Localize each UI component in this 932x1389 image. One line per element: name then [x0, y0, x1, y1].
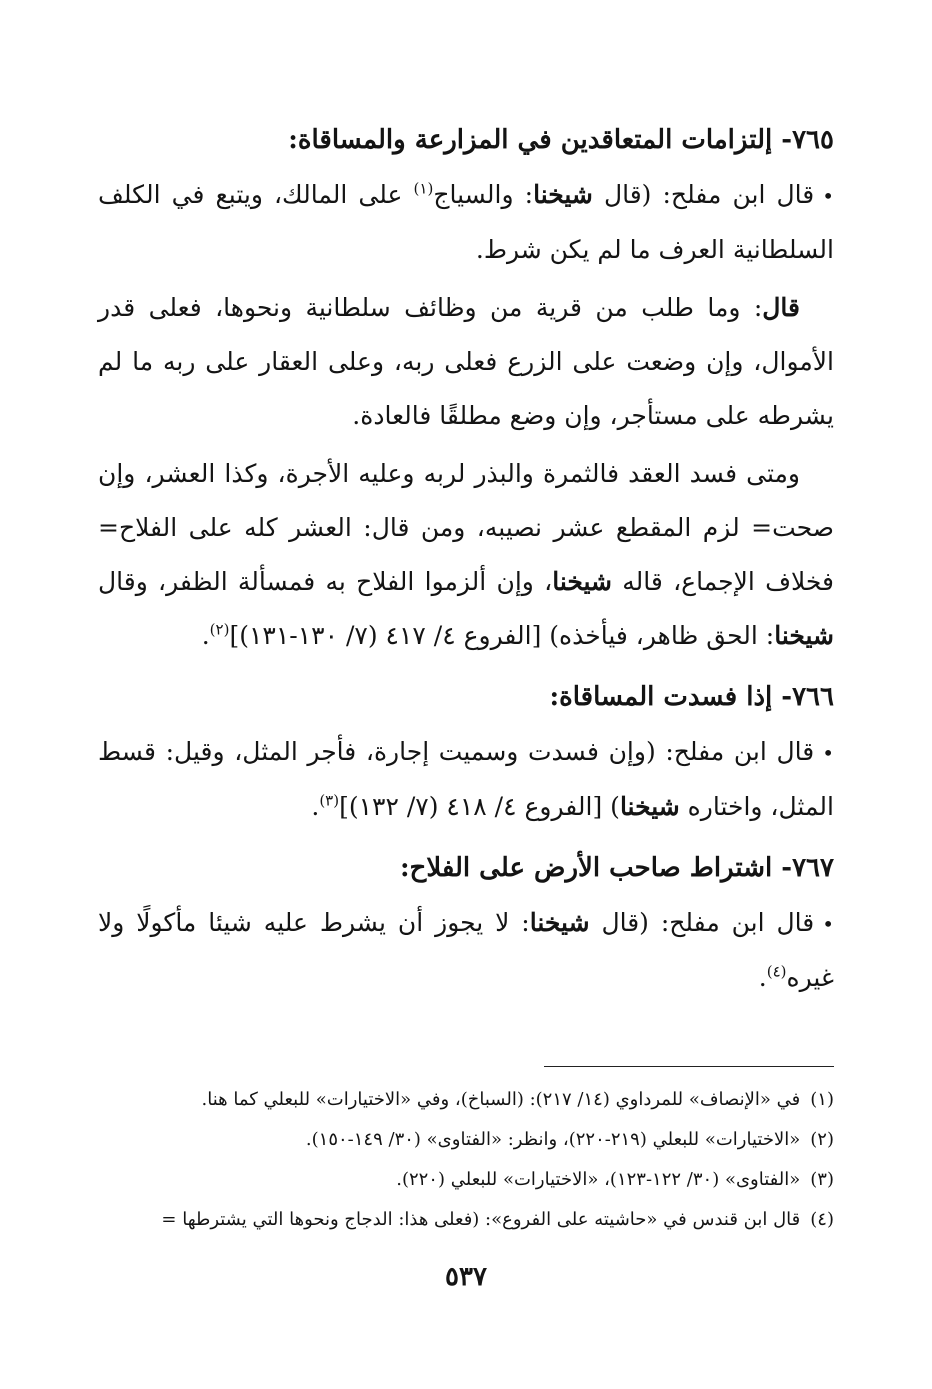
paragraph-765-3: ومتى فسد العقد فالثمرة والبذر لربه وعليه الأجرة، وكذا العشر، وإن صحت= لزم المقطع عشر نصيبه، ومن قال: العشر كله على الفلاح= فخلاف الإجماع، قاله شيخنا، وإن ألزموا الفلاح به فمسألة الظفر، وقال شيخنا: الحق ظاهر، فيأخذه) [الفروع ٤/ ٤١٧ (٧/ ١٣٠-١٣١)]$^{(٢)}$. — [98, 459, 834, 650]
bold-term: قال — [762, 293, 800, 322]
footnote-ref-4[interactable]: (٤) — [766, 962, 787, 981]
footnote-2: (٢)«الاختيارات» للبعلي (٢١٩-٢٢٠)، وانظر: «الفتاوى» (٣٠/ ١٤٩-١٥٠). — [305, 1129, 834, 1150]
bold-term: شيخنا — [619, 792, 680, 821]
paragraph-767-1: •قال ابن مفلح: (قال شيخنا: لا يجوز أن يشرط عليه شيئا مأكولًا ولا غيره$^{(٤)}$. — [98, 908, 834, 992]
bullet-icon: • — [822, 184, 835, 208]
section-heading-766: ٧٦٦- إذا فسدت المساقاة: — [549, 682, 834, 712]
footnote-divider — [544, 1066, 834, 1067]
bold-term: شيخنا — [774, 621, 834, 650]
footnote-ref-1[interactable]: (١) — [413, 179, 434, 198]
section-heading-765: ٧٦٥- إلتزامات المتعاقدين في المزارعة والمساقاة: — [288, 125, 834, 155]
footnote-4: (٤)قال ابن قندس في «حاشيته على الفروع»: (فعلى هذا: الدجاج ونحوها التي يشترطها = — [161, 1209, 834, 1230]
bold-term: شيخنا — [552, 567, 612, 596]
page-number: ٥٣٧ — [445, 1262, 487, 1292]
bold-term: شيخنا — [533, 180, 593, 209]
section-heading-767: ٧٦٧- اشتراط صاحب الأرض على الفلاح: — [399, 853, 834, 883]
footnote-3: (٣)«الفتاوى» (٣٠/ ١٢٢-١٢٣)، «الاختيارات» للبعلي (٢٢٠). — [396, 1169, 834, 1190]
bold-term: شيخنا — [529, 908, 590, 937]
bullet-icon: • — [822, 741, 834, 765]
bullet-icon: • — [822, 912, 834, 936]
paragraph-765-1: •قال ابن مفلح: (قال شيخنا: والسياج$^{(١)}$ على المالك، ويتبع في الكلف السلطانية العرف ما لم يكن شرط. — [98, 179, 835, 264]
footnotes — [96, 1080, 834, 1240]
footnote-ref-3[interactable]: (٣) — [319, 791, 340, 810]
paragraph-766-1: •قال ابن مفلح: (وإن فسدت وسميت إجارة، فأجر المثل، وقيل: قسط المثل، واختاره شيخنا) [الفروع ٤/ ٤١٨ (٧/ ١٣٢)]$^{(٣)}$. — [98, 737, 834, 821]
paragraph-765-2: قال: وما طلب من قرية من وظائف سلطانية ونحوها، فعلى قدر الأموال، وإن وضعت على الزرع فعلى ربه، وعلى العقار على ربه ما لم يشرطه على مستأجر، وإن وضع مطلقًا فالعادة. — [98, 293, 834, 430]
footnote-ref-2[interactable]: (٢) — [209, 620, 230, 639]
footnote-1: (١)في «الإنصاف» للمرداوي (١٤/ ٢١٧): (السباخ)، وفي «الاختيارات» للبعلي كما هنا. — [201, 1089, 834, 1110]
